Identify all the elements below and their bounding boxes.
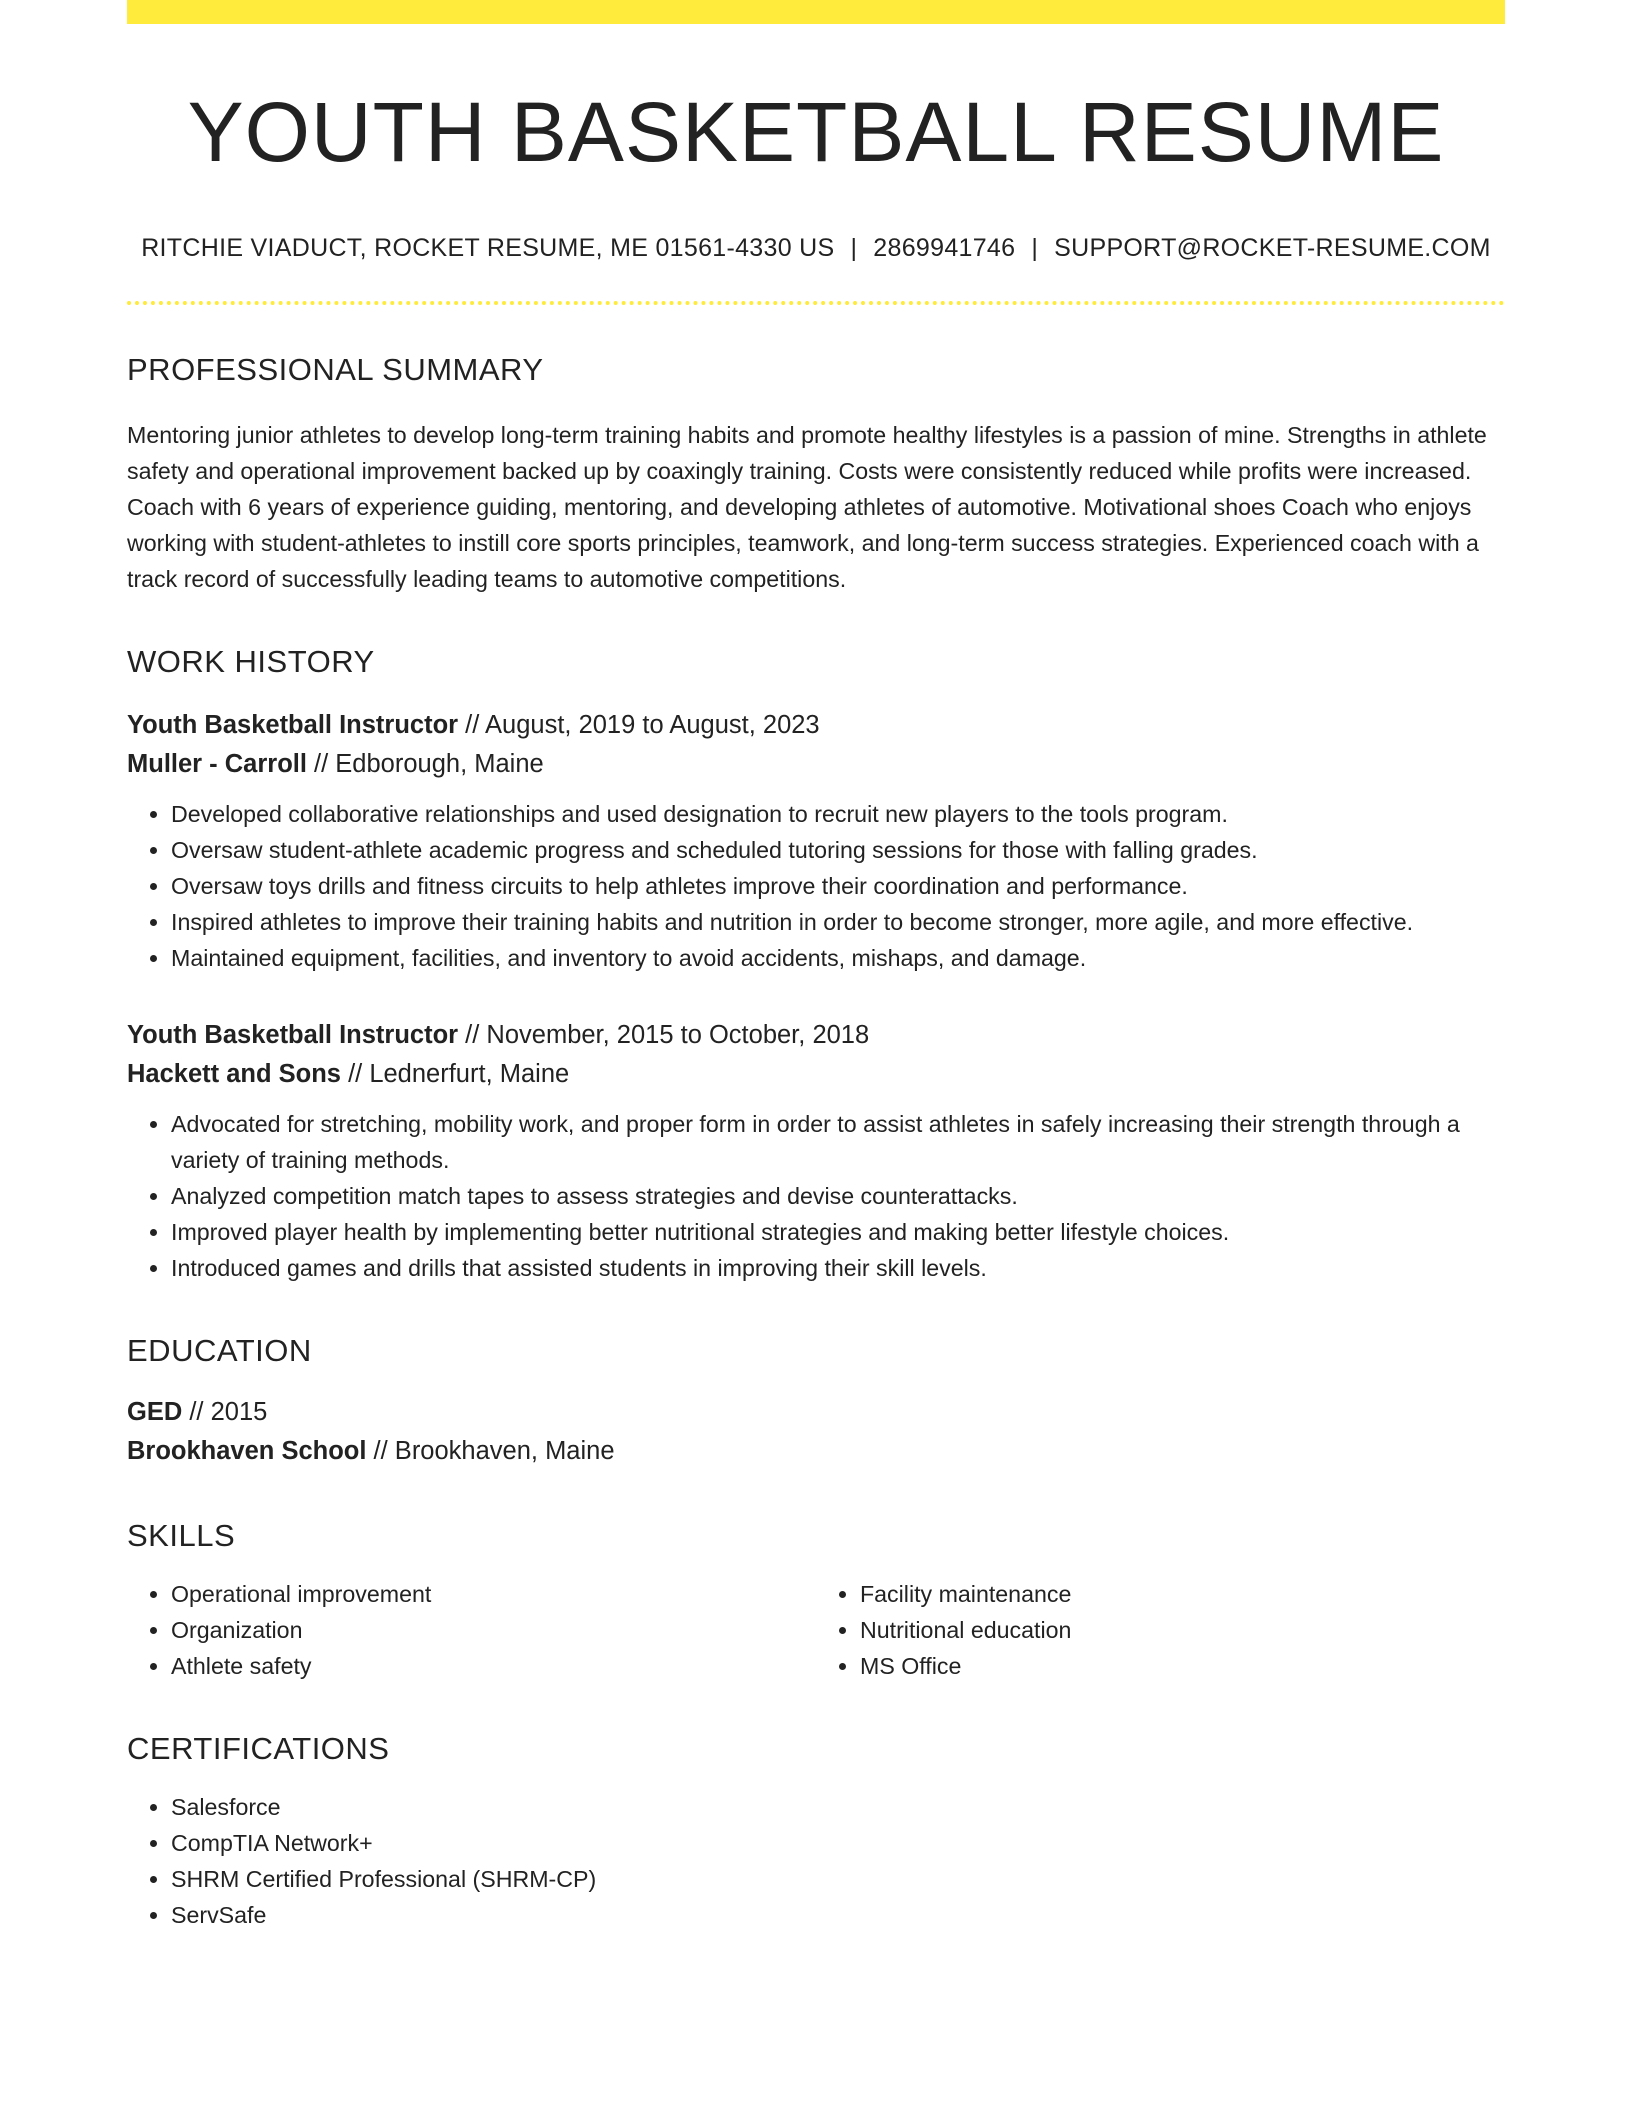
resume-title: YOUTH BASKETBALL RESUME — [187, 85, 1445, 179]
list-item: • Advocated for stretching, mobility work, and proper form in order to assist athletes in safely increasing their strength through a variety of training methods. — [171, 1106, 1505, 1178]
skill-item: • Organization — [171, 1612, 816, 1648]
list-item: • Maintained equipment, facilities, and inventory to avoid accidents, mishaps, and damage. — [171, 940, 1505, 976]
list-item: • Improved player health by implementing better nutritional strategies and making better lifestyle choices. — [171, 1214, 1505, 1250]
contact-separator: | — [850, 234, 858, 263]
skills-list-left — [127, 1576, 816, 1684]
contact-address: RITCHIE VIADUCT, ROCKET RESUME, ME 01561-4330 US — [141, 234, 835, 263]
work-history-heading: WORK HISTORY — [127, 643, 375, 679]
education-entry — [127, 1393, 1505, 1471]
job-bullets — [127, 1106, 1505, 1286]
job-dates: // November, 2015 to October, 2018 — [458, 1020, 870, 1049]
certification-item: • CompTIA Network+ — [171, 1825, 1505, 1861]
degree-year: // 2015 — [182, 1397, 268, 1426]
contact-separator: | — [1031, 234, 1039, 263]
education-heading: EDUCATION — [127, 1332, 312, 1368]
job-location: // Edborough, Maine — [306, 749, 544, 778]
certification-item: • SHRM Certified Professional (SHRM-CP) — [171, 1861, 1505, 1897]
skill-item: • Operational improvement — [171, 1576, 816, 1612]
contact-phone: 2869941746 — [873, 234, 1016, 263]
certifications-list — [127, 1789, 1505, 1933]
job-company-line — [127, 745, 1505, 784]
skill-item: • MS Office — [860, 1648, 1505, 1684]
job-entry — [127, 706, 1505, 976]
job-company: Hackett and Sons — [127, 1059, 341, 1088]
contact-line — [127, 234, 1505, 263]
school-line — [127, 1432, 1505, 1471]
job-title: Youth Basketball Instructor — [127, 1020, 459, 1049]
school-name: Brookhaven School — [127, 1436, 367, 1465]
contact-email: SUPPORT@ROCKET-RESUME.COM — [1054, 234, 1491, 263]
summary-text: Mentoring junior athletes to develop long-term training habits and promote healthy lifestyles is a passion of mine. Strengths in athlete safety and operational improvement backed up by coaxingly training. Costs were consistently reduced while profits were increased. Coach with 6 years of experience guiding, mentoring, and developing athletes of automotive. Motivational shoes Coach who enjoys working with student-athletes to instill core sports principles, teamwork, and long-term success strategies. Experienced coach with a track record of successfully leading teams to automotive competitions. — [127, 421, 1487, 592]
list-item: • Introduced games and drills that assisted students in improving their skill levels. — [171, 1250, 1505, 1286]
resume-page — [127, 0, 1505, 1933]
job-bullets — [127, 796, 1505, 976]
job-dates: // August, 2019 to August, 2023 — [458, 710, 820, 739]
skill-item: • Athlete safety — [171, 1648, 816, 1684]
dotted-divider — [127, 301, 1505, 305]
job-entry — [127, 1016, 1505, 1286]
certifications-block — [127, 1789, 1505, 1933]
certification-item: • ServSafe — [171, 1897, 1505, 1933]
job-title-line — [127, 706, 1505, 745]
summary-heading: PROFESSIONAL SUMMARY — [127, 352, 544, 388]
list-item: • Oversaw toys drills and fitness circuits to help athletes improve their coordination and performance. — [171, 868, 1505, 904]
skills-list-right — [816, 1576, 1505, 1684]
list-item: • Inspired athletes to improve their training habits and nutrition in order to become stronger, more agile, and more effective. — [171, 904, 1505, 940]
skill-item: • Facility maintenance — [860, 1576, 1505, 1612]
certifications-heading: CERTIFICATIONS — [127, 1731, 390, 1767]
job-title-line — [127, 1016, 1505, 1055]
job-location: // Lednerfurt, Maine — [340, 1059, 570, 1088]
degree-line — [127, 1393, 1505, 1432]
job-company-line — [127, 1055, 1505, 1094]
certification-item: • Salesforce — [171, 1789, 1505, 1825]
accent-top-bar — [127, 0, 1505, 24]
skills-heading: SKILLS — [127, 1517, 236, 1553]
list-item: • Developed collaborative relationships and used designation to recruit new players to the tools program. — [171, 796, 1505, 832]
list-item: • Oversaw student-athlete academic progress and scheduled tutoring sessions for those with falling grades. — [171, 832, 1505, 868]
list-item: • Analyzed competition match tapes to assess strategies and devise counterattacks. — [171, 1178, 1505, 1214]
job-company: Muller - Carroll — [127, 749, 307, 778]
job-title: Youth Basketball Instructor — [127, 710, 459, 739]
skill-item: • Nutritional education — [860, 1612, 1505, 1648]
skills-grid — [127, 1554, 1505, 1684]
school-location: // Brookhaven, Maine — [366, 1436, 615, 1465]
degree: GED — [127, 1397, 183, 1426]
